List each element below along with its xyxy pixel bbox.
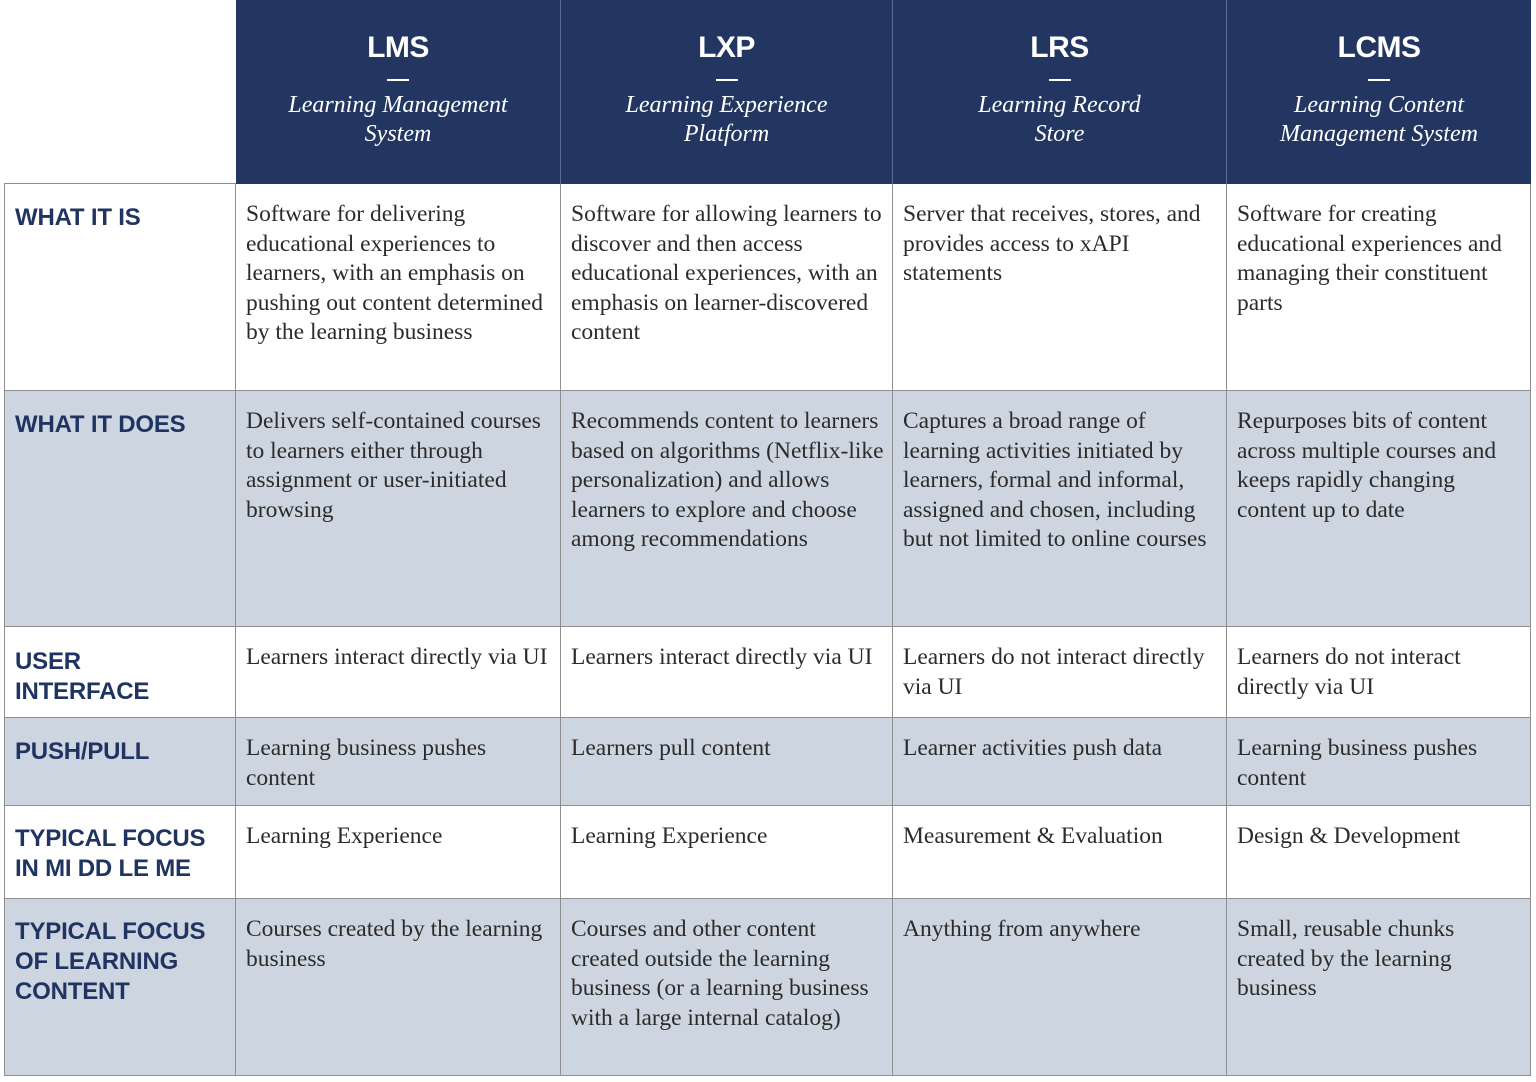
cell-text: Measurement & Evaluation [903, 823, 1163, 849]
cell-text: Learners interact directly via UI [246, 644, 548, 670]
row-label: TYPICAL FOCUS IN MI DD LE ME [15, 825, 206, 882]
cell-text: Software for creating educational experiences and managing their constituent parts [1237, 201, 1502, 316]
table-cell [893, 899, 1227, 1076]
table-cell [561, 899, 893, 1076]
table-row-what-it-is [4, 184, 1531, 391]
cell-text: Learning business pushes content [1237, 735, 1478, 791]
table-cell [561, 184, 893, 391]
cell-text: Courses and other content created outside the learning business (or a learning business with a large internal catalog) [571, 916, 869, 1031]
cell-text: Learners do not interact directly via UI [903, 644, 1205, 700]
table-cell [1227, 627, 1531, 718]
cell-text: Captures a broad range of learning activities initiated by learners, formal and informal, assigned and chosen, including but not limited to online courses [903, 408, 1207, 552]
cell-text: Learners interact directly via UI [571, 644, 873, 670]
row-label-cell [4, 718, 236, 806]
table-cell [1227, 391, 1531, 627]
table-row-typical-focus-content [4, 899, 1531, 1076]
header-cell-lcms [1227, 0, 1531, 184]
table-cell [1227, 806, 1531, 899]
cell-text: Design & Development [1237, 823, 1461, 849]
header-dash-divider [1368, 79, 1390, 81]
column-abbr: LRS [1030, 31, 1089, 64]
header-dash-divider [1049, 79, 1071, 81]
column-full-name: Learning Management System [288, 92, 508, 147]
table-cell [236, 806, 561, 899]
cell-text: Learner activities push data [903, 735, 1163, 761]
cell-text: Anything from anywhere [903, 916, 1141, 942]
cell-text: Learning Experience [246, 823, 443, 849]
table-cell [893, 184, 1227, 391]
cell-text: Repurposes bits of content across multiple courses and keeps rapidly changing content up to date [1237, 408, 1497, 523]
row-label-cell [4, 627, 236, 718]
cell-text: Small, reusable chunks created by the learning business [1237, 916, 1455, 1001]
cell-text: Recommends content to learners based on algorithms (Netflix-like personalization) and allows learners to explore and choose among recommendations [571, 408, 884, 552]
cell-text: Software for delivering educational experiences to learners, with an emphasis on pushing out content determined by the learning business [246, 201, 543, 345]
cell-text: Learning business pushes content [246, 735, 487, 791]
table-cell [1227, 899, 1531, 1076]
cell-text: Delivers self-contained courses to learners either through assignment or user-initiated browsing [246, 408, 541, 523]
table-cell [1227, 184, 1531, 391]
table-cell [236, 627, 561, 718]
column-abbr: LMS [367, 31, 429, 64]
column-abbr: LXP [698, 31, 755, 64]
header-dash-divider [387, 79, 409, 81]
table-cell [893, 806, 1227, 899]
row-label-cell [4, 806, 236, 899]
row-label-cell [4, 899, 236, 1076]
table-row-what-it-does [4, 391, 1531, 627]
cell-text: Courses created by the learning business [246, 916, 543, 972]
header-corner-cell [4, 0, 236, 184]
table-cell [561, 806, 893, 899]
table-cell [236, 391, 561, 627]
header-cell-lxp [561, 0, 893, 184]
table-cell [561, 718, 893, 806]
header-row [4, 0, 1531, 184]
column-abbr: LCMS [1337, 31, 1421, 64]
cell-text: Learners do not interact directly via UI [1237, 644, 1461, 700]
row-label-cell [4, 391, 236, 627]
row-label-cell [4, 184, 236, 391]
table-row-user-interface [4, 627, 1531, 718]
table-cell [236, 184, 561, 391]
table-cell [1227, 718, 1531, 806]
cell-text: Software for allowing learners to discover and then access educational experiences, with an emphasis on learner-discovered content [571, 201, 882, 345]
table-row-typical-focus-middleme [4, 806, 1531, 899]
table-cell [236, 899, 561, 1076]
header-dash-divider [716, 79, 738, 81]
comparison-table [4, 0, 1531, 1076]
table-cell [893, 627, 1227, 718]
table-cell [893, 718, 1227, 806]
row-label: TYPICAL FOCUS OF LEARNING CONTENT [15, 918, 206, 1005]
header-cell-lms [236, 0, 561, 184]
table-cell [561, 627, 893, 718]
header-cell-lrs [893, 0, 1227, 184]
table-cell [893, 391, 1227, 627]
column-full-name: Learning Record Store [978, 92, 1141, 147]
row-label: USER INTERFACE [15, 648, 150, 705]
table-cell [236, 718, 561, 806]
cell-text: Learners pull content [571, 735, 771, 761]
column-full-name: Learning Experience Platform [625, 92, 828, 147]
cell-text: Server that receives, stores, and provides access to xAPI statements [903, 201, 1201, 286]
table-row-push-pull [4, 718, 1531, 806]
table-cell [561, 391, 893, 627]
row-label: WHAT IT IS [15, 204, 141, 231]
cell-text: Learning Experience [571, 823, 768, 849]
row-label: PUSH/PULL [15, 738, 150, 765]
column-full-name: Learning Content Management System [1280, 92, 1478, 147]
row-label: WHAT IT DOES [15, 411, 186, 438]
